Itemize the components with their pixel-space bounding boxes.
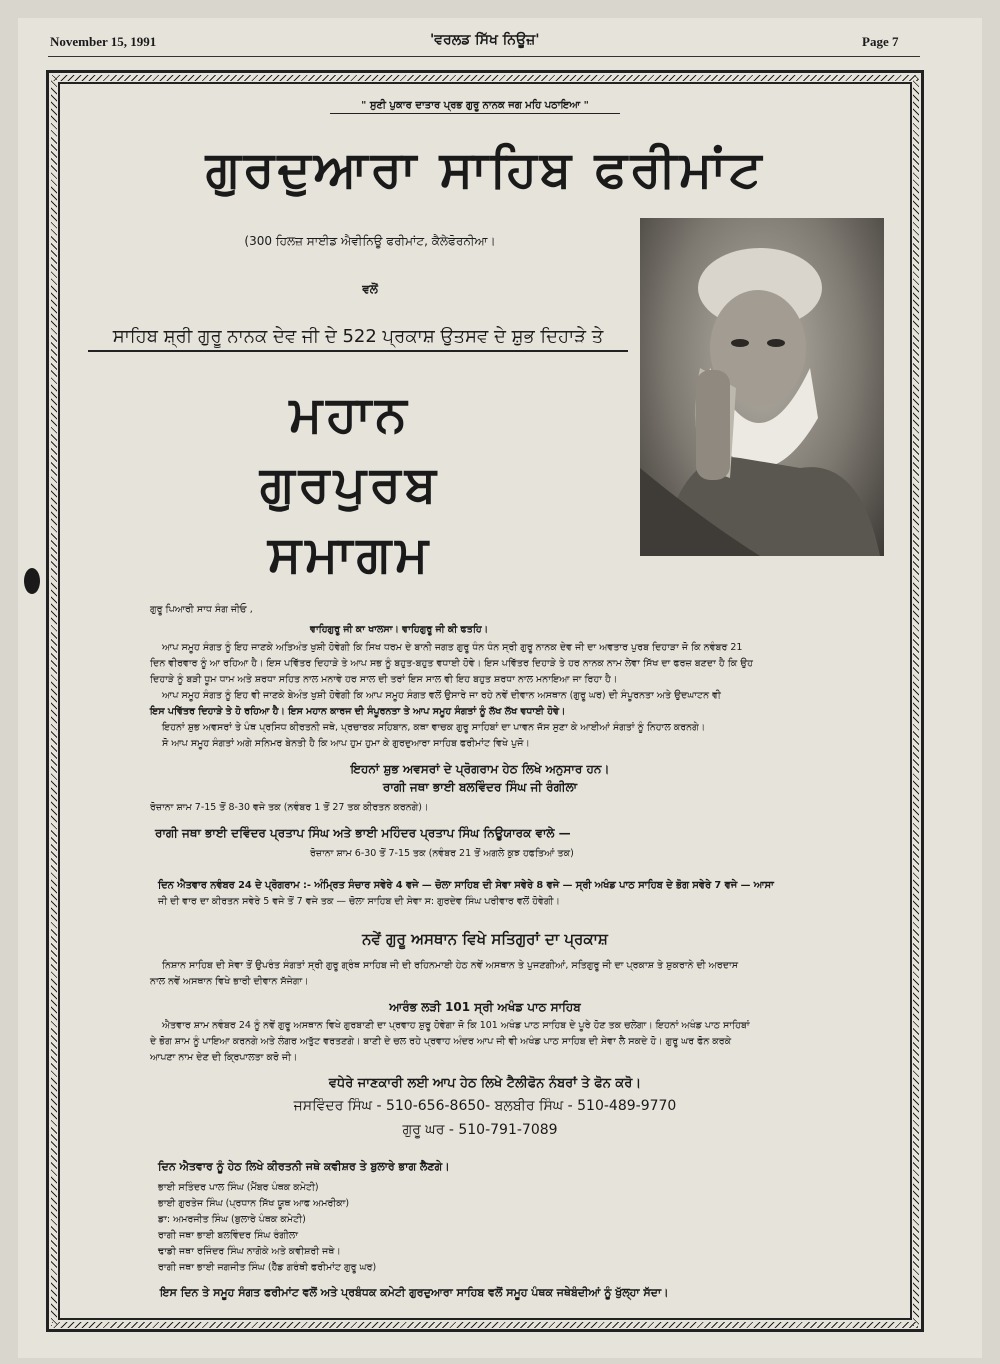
jatha1-time: ਰੋਜ਼ਾਨਾ ਸ਼ਾਮ 7-15 ਤੋਂ 8-30 ਵਜੇ ਤਕ (ਨਵੰਬਰ 1 ਤੋਂ 27 ਤਕ ਕੀਰਤਨ ਕਰਨਗੇ)। <box>150 802 429 813</box>
new-place-line2: ਨਾਲ ਨਵੇਂ ਅਸਥਾਨ ਵਿਖੇ ਭਾਰੀ ਦੀਵਾਨ ਸੱਜੇਗਾ। <box>150 976 309 987</box>
header-rule <box>48 56 920 57</box>
ad-border-hatch-left <box>51 76 57 1326</box>
guru-portrait-image <box>640 218 884 556</box>
address: (300 ਹਿਲਜ਼ ਸਾਈਡ ਐਵੀਨਿਊ ਫਰੀਮਾਂਟ, ਕੈਲੇਫੋਰਨੀਆ। <box>244 234 496 248</box>
closing-invitation: ਇਸ ਦਿਨ ਤੇ ਸਮੂਹ ਸੰਗਤ ਫਰੀਮਾਂਟ ਵਲੋਂ ਅਤੇ ਪ੍ਰਬੰਧਕ ਕਮੇਟੀ ਗੁਰਦੁਆਰਾ ਸਾਹਿਬ ਵਲੋਂ ਸਮੂਹ ਪੰਥਕ ਜਥੇਬੰਦੀਆਂ ਨੂੰ ਖੁੱਲ੍ਹਾ ਸੱਦਾ। <box>160 1286 669 1299</box>
para1-line1: ਆਪ ਸਮੂਹ ਸੰਗਤ ਨੂੰ ਇਹ ਜਾਣਕੇ ਅਤਿਅੰਤ ਖੁਸ਼ੀ ਹੋਵੇਗੀ ਕਿ ਸਿਖ ਧਰਮ ਦੇ ਬਾਨੀ ਜਗਤ ਗੁਰੂ ਧੰਨ ਧੰਨ ਸ੍ਰੀ ਗੁਰੂ ਨਾਨਕ ਦੇਵ ਜੀ ਦਾ ਅਵਤਾਰ ਪੁਰਬ ਦਿਹਾੜਾ ਜੋ ਕਿ ਨਵੰਬਰ 21 <box>162 642 743 653</box>
para2-line1: ਆਪ ਸਮੂਹ ਸੰਗਤ ਨੂੰ ਇਹ ਵੀ ਜਾਣਕੇ ਬੇਅੰਤ ਖੁਸ਼ੀ ਹੋਵੇਗੀ ਕਿ ਆਪ ਸਮੂਹ ਸੰਗਤ ਵਲੋਂ ਉਸਾਰੇ ਜਾ ਰਹੇ ਨਵੇਂ ਦੀਵਾਨ ਅਸਥਾਨ (ਗੁਰੂ ਘਰ) ਦੀ ਸੰਪੂਰਨਤਾ ਅਤੇ ਉਦਘਾਟਨ ਵੀ <box>162 690 721 701</box>
kirtan-item: ਭਾਈ ਗੁਰਤੇਜ ਸਿੰਘ (ਪ੍ਰਧਾਨ ਸਿੱਖ ਯੂਥ ਆਫ ਅਮਰੀਕਾ) <box>158 1198 350 1209</box>
kirtan-item: ਭਾਈ ਸਤਿੰਦਰ ਪਾਲ ਸਿੰਘ (ਮੈਂਬਰ ਪੰਥਕ ਕਮੇਟੀ) <box>158 1182 319 1193</box>
kirtan-item: ਢਾਡੀ ਜਥਾ ਰਜਿੰਦਰ ਸਿੰਘ ਨਾਗੋਕੇ ਅਤੇ ਕਵੀਸ਼ਰੀ ਜਥੇ। <box>158 1246 341 1257</box>
kirtan-heading: ਦਿਨ ਐਤਵਾਰ ਨੂੰ ਹੇਠ ਲਿਖੇ ਕੀਰਤਨੀ ਜਥੇ ਕਵੀਸ਼ਰ ਤੇ ਬੁਲਾਰੇ ਭਾਗ ਲੈਣਗੇ। <box>158 1160 450 1173</box>
new-place-line1: ਨਿਸ਼ਾਨ ਸਾਹਿਬ ਦੀ ਸੇਵਾ ਤੋਂ ਉਪਰੰਤ ਸੰਗਤਾਂ ਸ੍ਰੀ ਗੁਰੂ ਗ੍ਰੰਥ ਸਾਹਿਬ ਜੀ ਦੀ ਰਹਿਨਮਾਈ ਹੇਠ ਨਵੇਂ ਅਸਥਾਨ ਤੇ ਪੁਜਣਗੀਆਂ, ਸਤਿਗੁਰੂ ਜੀ ਦਾ ਪ੍ਰਕਾਸ਼ ਤੇ ਸ਼ੁਕਰਾਨੇ ਦੀ ਅਰਦਾਸ <box>162 960 739 971</box>
jatha2-time: ਰੋਜ਼ਾਨਾ ਸ਼ਾਮ 6-30 ਤੋਂ 7-15 ਤਕ (ਨਵੰਬਰ 21 ਤੋਂ ਅਗਲੇ ਕੁਝ ਹਫਤਿਆਂ ਤਕ) <box>310 848 574 859</box>
ad-title: ਗੁਰਦੁਆਰਾ ਸਾਹਿਬ ਫਰੀਮਾਂਟ <box>205 140 765 198</box>
sunday-program-line1: ਦਿਨ ਐਤਵਾਰ ਨਵੰਬਰ 24 ਦੇ ਪ੍ਰੋਗਰਾਮ :- ਅੰਮ੍ਰਿਤ ਸੰਚਾਰ ਸਵੇਰੇ 4 ਵਜੇ — ਚੋਲਾ ਸਾਹਿਬ ਦੀ ਸੇਵਾ ਸਵੇਰੇ 8 ਵਜੇ — ਸ੍ਰੀ ਅਖੰਡ ਪਾਠ ਸਾਹਿਬ ਦੇ ਭੋਗ ਸਵੇਰੇ 7 ਵਜੇ — ਆਸਾ <box>158 880 774 891</box>
akhand-path-line3: ਆਪਣਾ ਨਾਮ ਦੇਣ ਦੀ ਕ੍ਰਿਪਾਲਤਾ ਕਰੋ ਜੀ। <box>150 1052 298 1063</box>
para1-line2: ਦਿਨ ਵੀਰਵਾਰ ਨੂੰ ਆ ਰਹਿਆ ਹੈ। ਇਸ ਪਵਿੱਤਰ ਦਿਹਾੜੇ ਤੇ ਆਪ ਸਭ ਨੂੰ ਬਹੁਤ-ਬਹੁਤ ਵਧਾਈ ਹੋਵੇ। ਇਸ ਪਵਿੱਤਰ ਦਿਹਾੜੇ ਤੇ ਹਰ ਨਾਨਕ ਨਾਮ ਲੇਵਾ ਸਿੱਖ ਦਾ ਫਰਜ਼ ਬਣਦਾ ਹੈ ਕਿ ਉਹ <box>150 658 753 669</box>
para2-line2: ਇਸ ਪਵਿੱਤਰ ਦਿਹਾੜੇ ਤੇ ਹੋ ਰਹਿਆ ਹੈ। ਇਸ ਮਹਾਨ ਕਾਰਜ ਦੀ ਸੰਪੂਰਨਤਾ ਤੇ ਆਪ ਸਮੂਹ ਸੰਗਤਾਂ ਨੂੰ ਲੱਖ ਲੱਖ ਵਧਾਈ ਹੋਵੇ। <box>150 706 566 717</box>
jatha1-name: ਰਾਗੀ ਜਥਾ ਭਾਈ ਬਲਵਿੰਦਰ ਸਿੰਘ ਜੀ ਰੰਗੀਲਾ <box>382 780 578 794</box>
occasion-line: ਸਾਹਿਬ ਸ਼੍ਰੀ ਗੁਰੂ ਨਾਨਕ ਦੇਵ ਜੀ ਦੇ 522 ਪ੍ਰਕਾਸ਼ ਉਤਸਵ ਦੇ ਸ਼ੁਭ ਦਿਹਾੜੇ ਤੇ <box>88 326 628 352</box>
page-number: Page 7 <box>862 34 899 49</box>
headline-word-2: ਗੁਰਪੁਰਬ <box>259 455 441 513</box>
para4: ਸੋ ਆਪ ਸਮੂਹ ਸੰਗਤਾਂ ਅਗੇ ਸਨਿਮਰ ਬੇਨਤੀ ਹੈ ਕਿ ਆਪ ਹੁਮ ਹੁਮਾ ਕੇ ਗੁਰਦੁਆਰਾ ਸਾਹਿਬ ਫਰੀਮਾਂਟ ਵਿਖੇ ਪੁਜੋ। <box>162 738 530 749</box>
publication-name: 'ਵਰਲਡ ਸਿੱਖ ਨਿਊਜ਼' <box>430 32 540 48</box>
binder-hole <box>24 568 40 594</box>
contact-phones: ਜਸਵਿੰਦਰ ਸਿੰਘ - 510-656-8650- ਬਲਬੀਰ ਸਿੰਘ - 510-489-9770 <box>293 1098 677 1114</box>
ad-border-hatch-right <box>913 76 919 1326</box>
akhand-path-heading: ਆਰੰਭ ਲੜੀ 101 ਸ੍ਰੀ ਅਖੰਡ ਪਾਠ ਸਾਹਿਬ <box>389 1000 581 1014</box>
sunday-program-line2: ਜੀ ਦੀ ਵਾਰ ਦਾ ਕੀਰਤਨ ਸਵੇਰੇ 5 ਵਜੇ ਤੋਂ 7 ਵਜੇ ਤਕ — ਚੋਲਾ ਸਾਹਿਬ ਦੀ ਸੇਵਾ ਸ: ਗੁਰਦੇਵ ਸਿੰਘ ਪਰੀਵਾਰ ਵਲੋਂ ਹੋਵੇਗੀ। <box>158 896 560 907</box>
ad-border-hatch-top <box>52 75 918 81</box>
headline-word-1: ਮਹਾਨ <box>289 385 411 443</box>
kirtan-item: ਰਾਗੀ ਜਥਾ ਭਾਈ ਜਗਜੀਤ ਸਿੰਘ (ਹੈੱਡ ਗਰੰਥੀ ਫਰੀਮਾਂਟ ਗੁਰੂ ਘਰ) <box>158 1262 377 1273</box>
ad-border-hatch-bottom <box>52 1322 918 1328</box>
issue-date: November 15, 1991 <box>50 34 157 49</box>
contact-heading: ਵਧੇਰੇ ਜਾਣਕਾਰੀ ਲਈ ਆਪ ਹੇਠ ਲਿਖੇ ਟੈਲੀਫੋਨ ਨੰਬਰਾਂ ਤੇ ਫੋਨ ਕਰੋ। <box>328 1076 642 1091</box>
headline-word-3: ਸਮਾਗਮ <box>267 525 433 583</box>
new-place-heading: ਨਵੇਂ ਗੁਰੂ ਅਸਥਾਨ ਵਿਖੇ ਸਤਿਗੁਰਾਂ ਦਾ ਪ੍ਰਕਾਸ਼ <box>362 930 608 948</box>
akhand-path-line2: ਦੇ ਭੋਗ ਸ਼ਾਮ ਨੂੰ ਪਾਇਆ ਕਰਨਗੇ ਅਤੇ ਲੰਗਰ ਅਤੁੱਟ ਵਰਤਣਗੇ। ਬਾਣੀ ਦੇ ਚਲ ਰਹੇ ਪ੍ਰਵਾਹ ਅੰਦਰ ਆਪ ਜੀ ਵੀ ਅਖੰਡ ਪਾਠ ਸਾਹਿਬ ਦੀ ਸੇਵਾ ਲੈ ਸਕਦੇ ਹੋ। ਗੁਰੂ ਘਰ ਫੋਨ ਕਰਕੇ <box>150 1036 732 1047</box>
akhand-path-line1: ਐਤਵਾਰ ਸ਼ਾਮ ਨਵੰਬਰ 24 ਨੂੰ ਨਵੇਂ ਗੁਰੂ ਅਸਥਾਨ ਵਿਖੇ ਗੁਰਬਾਣੀ ਦਾ ਪ੍ਰਵਾਹ ਸ਼ੁਰੂ ਹੋਵੇਗਾ ਜੋ ਕਿ 101 ਅਖੰਡ ਪਾਠ ਸਾਹਿਬ ਦੇ ਪੂਰੇ ਹੋਣ ਤਕ ਚਲੇਗਾ। ਇਹਨਾਂ ਅਖੰਡ ਪਾਠ ਸਾਹਿਬਾਂ <box>162 1020 750 1031</box>
page-header <box>30 18 930 49</box>
salutation: ਗੁਰੂ ਪਿਆਰੀ ਸਾਧ ਸੰਗ ਜੀਓ , <box>150 604 253 615</box>
kirtan-item: ਰਾਗੀ ਜਥਾ ਭਾਈ ਬਲਵਿੰਦਰ ਸਿੰਘ ਰੰਗੀਲਾ <box>158 1230 298 1241</box>
gurughar-phone: ਗੁਰੂ ਘਰ - 510-791-7089 <box>402 1122 558 1138</box>
portrait-illustration <box>640 218 884 556</box>
fateh-line: ਵਾਹਿਗੁਰੂ ਜੀ ਕਾ ਖਾਲਸਾ। ਵਾਹਿਗੁਰੂ ਜੀ ਕੀ ਫਤਹਿ। <box>310 624 489 635</box>
gurbani-quote: " ਸੁਣੀ ਪੁਕਾਰ ਦਾਤਾਰ ਪ੍ਰਭ ਗੁਰੂ ਨਾਨਕ ਜਗ ਮਹਿ ਪਠਾਇਆ " <box>330 100 620 114</box>
para1-line3: ਦਿਹਾੜੇ ਨੂੰ ਬੜੀ ਧੂਮ ਧਾਮ ਅਤੇ ਸ਼ਰਧਾ ਸਹਿਤ ਨਾਲ ਮਨਾਵੇ ਹਰ ਸਾਲ ਦੀ ਤਰਾਂ ਇਸ ਸਾਲ ਵੀ ਇਹ ਬਹੁਤ ਸ਼ਰਧਾ ਨਾਲ ਮਨਾਇਆ ਜਾ ਰਿਹਾ ਹੈ। <box>150 674 618 685</box>
para3: ਇਹਨਾਂ ਸ਼ੁਭ ਅਵਸਰਾਂ ਤੇ ਪੰਥ ਪ੍ਰਸਿਧ ਕੀਰਤਨੀ ਜਥੇ, ਪ੍ਰਚਾਰਕ ਸਹਿਬਾਨ, ਕਥਾ ਵਾਚਕ ਗੁਰੂ ਸਾਹਿਬਾਂ ਦਾ ਪਾਵਨ ਜੱਸ ਸੁਣਾ ਕੇ ਆਈਆਂ ਸੰਗਤਾਂ ਨੂੰ ਨਿਹਾਲ ਕਰਨਗੇ। <box>162 722 706 733</box>
program-heading: ਇਹਨਾਂ ਸ਼ੁਭ ਅਵਸਰਾਂ ਦੇ ਪ੍ਰੋਗਰਾਮ ਹੇਠ ਲਿਖੇ ਅਨੁਸਾਰ ਹਨ। <box>350 762 610 776</box>
by-label: ਵਲੋਂ <box>362 282 378 296</box>
jatha2-name: ਰਾਗੀ ਜਥਾ ਭਾਈ ਦਵਿੰਦਰ ਪ੍ਰਤਾਪ ਸਿੰਘ ਅਤੇ ਭਾਈ ਮਹਿੰਦਰ ਪ੍ਰਤਾਪ ਸਿੰਘ ਨਿਊਯਾਰਕ ਵਾਲੇ — <box>155 826 571 840</box>
kirtan-item: ਡਾ: ਅਮਰਜੀਤ ਸਿੰਘ (ਬੁਲਾਰੇ ਪੰਥਕ ਕਮੇਟੀ) <box>158 1214 306 1225</box>
